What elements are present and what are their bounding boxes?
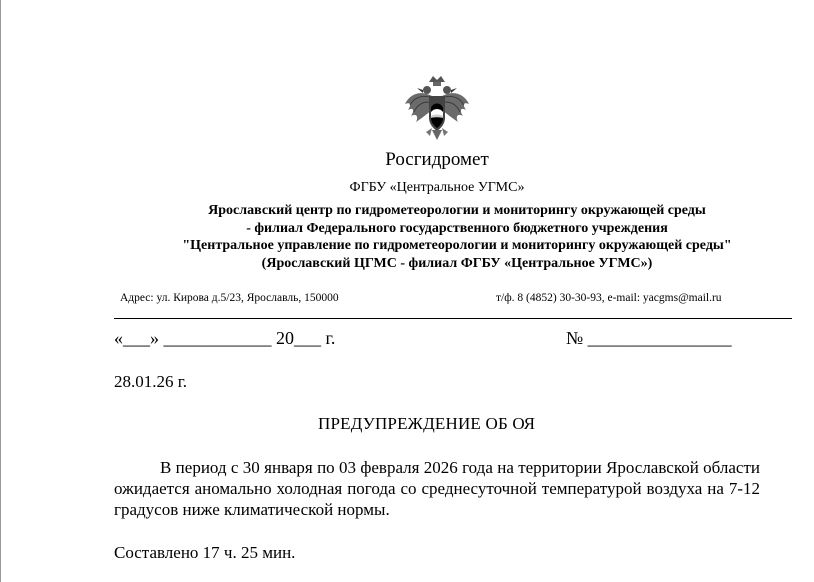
branch-name-block <box>50 202 814 272</box>
branch-line-4: (Ярославский ЦГМС - филиал ФГБУ «Центральное УГМС») <box>261 255 653 271</box>
organization-name: ФГБУ «Центральное УГМС» <box>349 180 525 195</box>
agency-name: Росгидромет <box>385 149 489 170</box>
branch-line-1: Ярославский центр по гидрометеорологии и мониторингу окружающей среды <box>208 203 706 218</box>
document-date: 28.01.26 г. <box>114 372 188 391</box>
document-title: ПРЕДУПРЕЖДЕНИЕ ОБ ОЯ <box>318 414 536 433</box>
double-headed-eagle-emblem-icon <box>402 74 472 146</box>
warning-body-text: В период с 30 января по 03 февраля 2026 года на территории Ярославской области ожидается аномально холодная погода со среднесуточной температурой воздуха на 7-12 градусов ниже климатической нормы. <box>114 458 760 519</box>
page-edge <box>0 0 1 582</box>
address-text: Адрес: ул. Кирова д.5/23, Ярославль, 150000 <box>120 292 339 304</box>
phone-email-text: т/ф. 8 (4852) 30-30-93, e-mail: yacgms@mail.ru <box>496 292 722 304</box>
branch-line-2: - филиал Федерального государственного бюджетного учреждения <box>246 220 668 236</box>
date-template-field: «___» ____________ 20___ г. <box>114 328 336 348</box>
number-template-field: № ________________ <box>566 328 732 348</box>
header-divider <box>114 318 792 319</box>
branch-line-3: "Центральное управление по гидрометеорологии и мониторингу окружающей среды" <box>182 238 732 253</box>
compiled-time: Составлено 17 ч. 25 мин. <box>114 543 296 562</box>
